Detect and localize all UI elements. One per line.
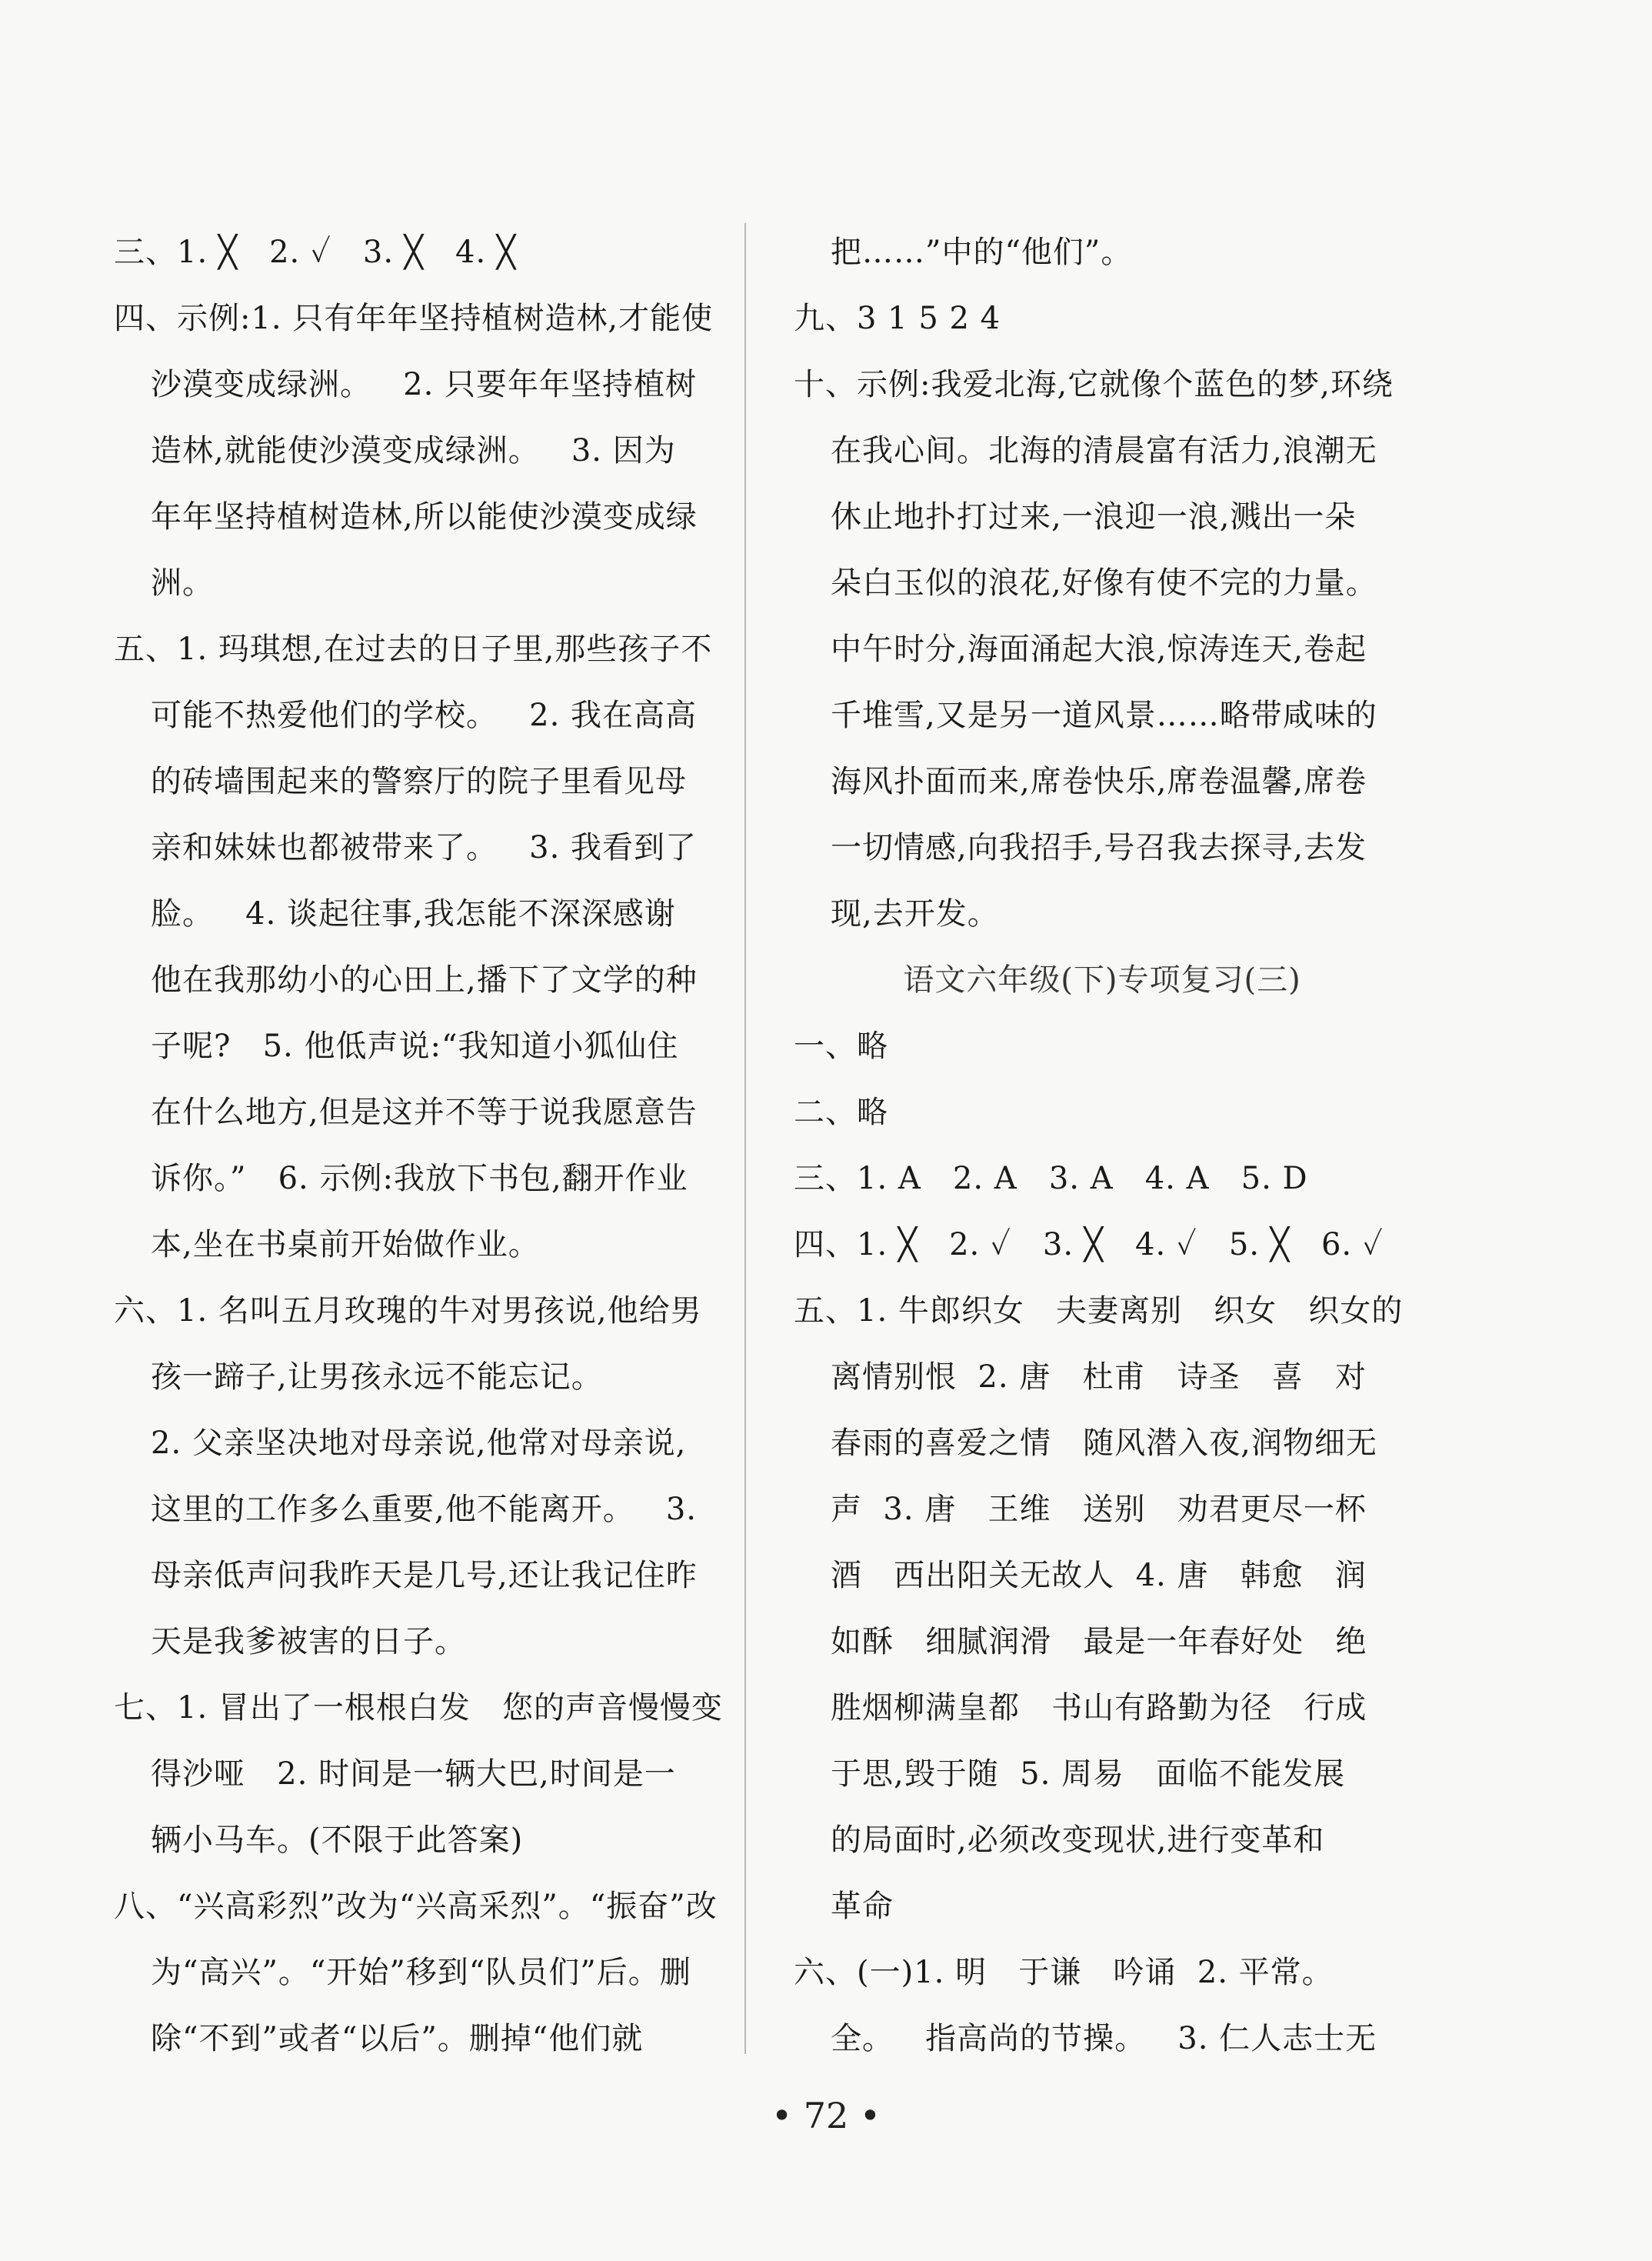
answer-line: 二、略 [794, 1095, 888, 1130]
answer-line: 诉你。” 6. 示例:我放下书包,翻开作业 [151, 1161, 688, 1196]
answer-line: 离情别恨 2. 唐 杜甫 诗圣 喜 对 [831, 1359, 1367, 1395]
answer-line: 海风扑面而来,席卷快乐,席卷温馨,席卷 [831, 764, 1367, 799]
answer-line: 母亲低声问我昨天是几号,还让我记住昨 [151, 1558, 698, 1593]
answer-line: 辆小马车。(不限于此答案) [151, 1822, 524, 1858]
answer-line: 现,去开发。 [831, 896, 999, 932]
answer-line: 八、“兴高彩烈”改为“兴高采烈”。“振奋”改 [114, 1889, 718, 1924]
answer-line: 中午时分,海面涌起大浪,惊涛连天,卷起 [831, 632, 1367, 667]
answer-line: 休止地扑打过来,一浪迎一浪,溅出一朵 [831, 499, 1357, 535]
answer-line: 声 3. 唐 王维 送别 劝君更尽一杯 [831, 1492, 1367, 1527]
page-number: • 72 • [771, 2095, 881, 2136]
answer-line: 春雨的喜爱之情 随风潜入夜,润物细无 [831, 1426, 1377, 1461]
answer-line: 四、示例:1. 只有年年坚持植树造林,才能使 [114, 301, 714, 336]
answer-line: 酒 西出阳关无故人 4. 唐 韩愈 润 [831, 1558, 1367, 1593]
column-divider [744, 223, 746, 2054]
answer-line: 他在我那幼小的心田上,播下了文学的种 [151, 962, 698, 998]
answer-line: 六、(一)1. 明 于谦 吟诵 2. 平常。 [794, 1955, 1334, 1990]
answer-line: 除“不到”或者“以后”。删掉“他们就 [151, 2021, 644, 2056]
left-column [114, 219, 724, 2072]
answer-line: 七、1. 冒出了一根根白发 您的声音慢慢变 [114, 1690, 724, 1726]
section-heading: 语文六年级(下)专项复习(三) [903, 962, 1301, 998]
answer-line: 本,坐在书桌前开始做作业。 [151, 1227, 540, 1262]
answer-line: 四、1. ╳ 2. ✓ 3. ╳ 4. ✓ 5. ╳ 6. ✓ [794, 1227, 1384, 1262]
answer-line: 于思,毁于随 5. 周易 面临不能发展 [831, 1756, 1346, 1792]
answer-line: 的局面时,必须改变现状,进行变革和 [831, 1822, 1325, 1858]
right-column [794, 219, 1411, 2072]
answer-line: 造林,就能使沙漠变成绿洲。 3. 因为 [151, 433, 676, 469]
answer-line: 这里的工作多么重要,他不能离开。 3. [151, 1492, 698, 1527]
answer-line: 得沙哑 2. 时间是一辆大巴,时间是一 [151, 1756, 676, 1792]
answer-line: 如酥 细腻润滑 最是一年春好处 绝 [831, 1624, 1367, 1659]
answer-line: 为“高兴”。“开始”移到“队员们”后。删 [151, 1955, 691, 1990]
answer-line: 在我心间。北海的清晨富有活力,浪潮无 [831, 433, 1377, 469]
answer-line: 子呢? 5. 他低声说:“我知道小狐仙住 [151, 1029, 679, 1064]
answer-line: 沙漠变成绿洲。 2. 只要年年坚持植树 [151, 367, 698, 402]
answer-line: 六、1. 名叫五月玫瑰的牛对男孩说,他给男 [114, 1293, 702, 1329]
answer-line: 三、1. ╳ 2. ✓ 3. ╳ 4. ╳ [114, 235, 516, 270]
answer-line: 革命 [831, 1889, 894, 1924]
answer-line: 一、略 [794, 1029, 888, 1064]
answer-line: 脸。 4. 谈起往事,我怎能不深深感谢 [151, 896, 676, 932]
answer-line: 五、1. 玛琪想,在过去的日子里,那些孩子不 [114, 632, 713, 667]
answer-line: 2. 父亲坚决地对母亲说,他常对母亲说, [151, 1426, 687, 1461]
answer-line: 三、1. A 2. A 3. A 4. A 5. D [794, 1161, 1308, 1196]
answer-line: 把……”中的“他们”。 [831, 235, 1133, 270]
answer-line: 在什么地方,但是这并不等于说我愿意告 [151, 1095, 698, 1130]
answer-line: 全。 指高尚的节操。 3. 仁人志士无 [831, 2021, 1377, 2056]
answer-line: 千堆雪,又是另一道风景……略带咸味的 [831, 698, 1377, 733]
answer-line: 十、示例:我爱北海,它就像个蓝色的梦,环绕 [794, 367, 1394, 402]
answer-line: 的砖墙围起来的警察厅的院子里看见母 [151, 764, 687, 799]
answer-line: 朵白玉似的浪花,好像有使不完的力量。 [831, 565, 1377, 601]
answer-line: 胜烟柳满皇都 书山有路勤为径 行成 [831, 1690, 1367, 1726]
answer-line: 一切情感,向我招手,号召我去探寻,去发 [831, 830, 1367, 865]
answer-line: 亲和妹妹也都被带来了。 3. 我看到了 [151, 830, 698, 865]
answer-line: 九、3 1 5 2 4 [794, 301, 1001, 336]
answer-line: 天是我爹被害的日子。 [151, 1624, 466, 1659]
answer-line: 年年坚持植树造林,所以能使沙漠变成绿 [151, 499, 698, 535]
answer-line: 五、1. 牛郎织女 夫妻离别 织女 织女的 [794, 1293, 1404, 1329]
answer-line: 洲。 [151, 565, 214, 601]
answer-line: 孩一蹄子,让男孩永远不能忘记。 [151, 1359, 603, 1395]
answer-line: 可能不热爱他们的学校。 2. 我在高高 [151, 698, 698, 733]
